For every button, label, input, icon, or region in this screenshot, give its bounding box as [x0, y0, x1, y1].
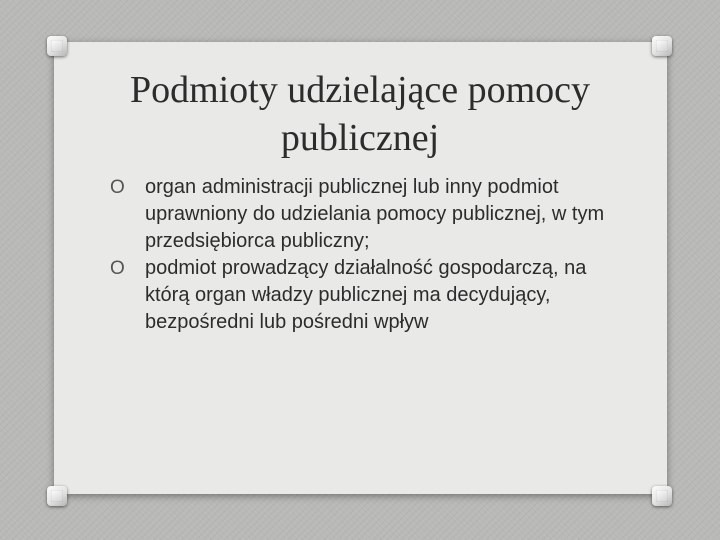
bottom-left-pin-icon	[47, 486, 67, 506]
top-left-pin-icon	[47, 36, 67, 56]
bullet-item	[110, 255, 630, 336]
bullet-list	[110, 174, 630, 336]
bullet-item	[110, 174, 630, 255]
slide-title: Podmioty udzielające pomocy publicznej	[129, 69, 591, 159]
bullet-text: podmiot prowadzący działalność gospodarczą, na którą organ władzy publicznej ma decydujący, bezpośredni lub pośredni wpływ	[145, 257, 587, 333]
bullet-marker-icon: O	[110, 177, 125, 198]
bullet-text: organ administracji publicznej lub inny podmiot uprawniony do udzielania pomocy publicznej, w tym przedsiębiorca publiczny;	[145, 176, 605, 252]
bottom-right-pin-icon	[652, 486, 672, 506]
top-right-pin-icon	[652, 36, 672, 56]
bullet-marker-icon: O	[110, 258, 125, 279]
